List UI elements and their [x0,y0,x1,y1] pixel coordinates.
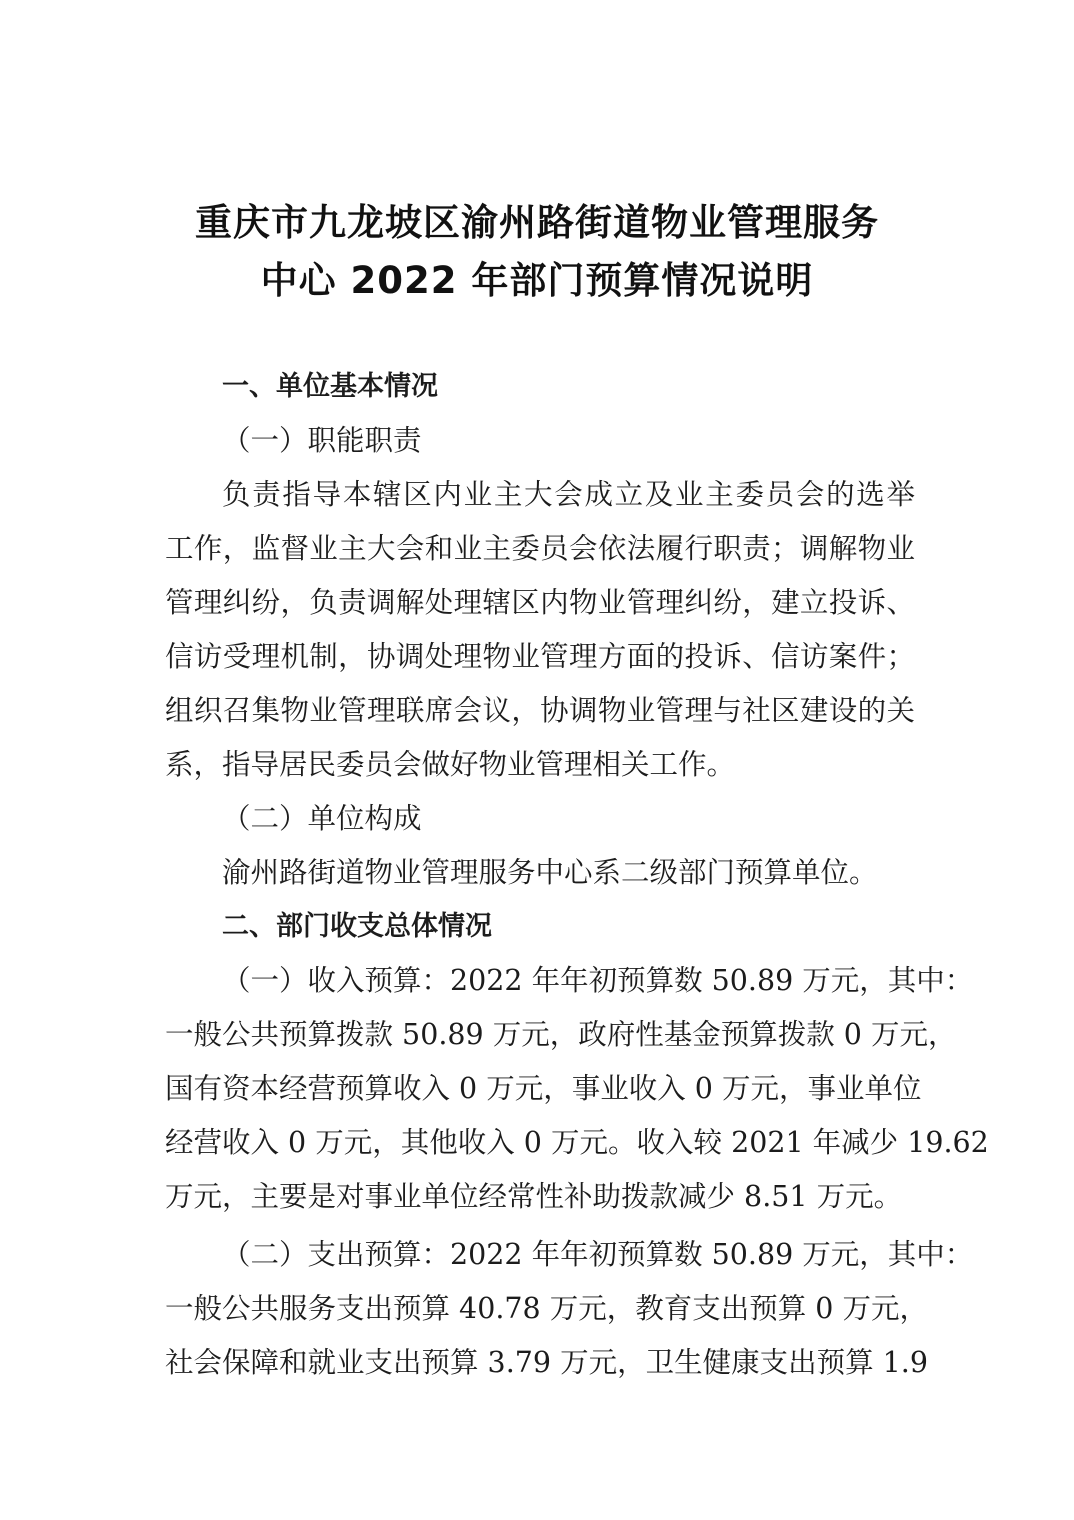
section-heading-2: 二、部门收支总体情况 [222,911,492,942]
paragraph-line: 管理纠纷，负责调解处理辖区内物业管理纠纷，建立投诉、 [165,586,915,619]
paragraph-line: 经营收入 0 万元，其他收入 0 万元。收入较 2021 年减少 19.62 [165,1126,989,1159]
paragraph-line: 工作，监督业主大会和业主委员会依法履行职责；调解物业 [165,532,915,565]
document-title-line-1: 重庆市九龙坡区渝州路街道物业管理服务 [195,201,879,244]
paragraph-line: 社会保障和就业支出预算 3.79 万元，卫生健康支出预算 1.9 [165,1346,928,1379]
paragraph-line: 万元，主要是对事业单位经常性补助拨款减少 8.51 万元。 [165,1180,903,1213]
paragraph-line: 国有资本经营预算收入 0 万元，事业收入 0 万元，事业单位 [165,1072,922,1105]
paragraph-line: 渝州路街道物业管理服务中心系二级部门预算单位。 [222,856,878,889]
paragraph-line: 一般公共服务支出预算 40.78 万元，教育支出预算 0 万元， [165,1292,928,1325]
document-title-line-2: 中心 2022 年部门预算情况说明 [260,259,814,302]
paragraph-line: 一般公共预算拨款 50.89 万元，政府性基金预算拨款 0 万元， [165,1018,957,1051]
subsection-heading-composition: （二）单位构成 [222,802,422,835]
section-heading-1: 一、单位基本情况 [222,371,438,402]
paragraph-line: 组织召集物业管理联席会议，协调物业管理与社区建设的关 [165,694,915,727]
paragraph-line: （二）支出预算：2022 年年初预算数 50.89 万元，其中： [222,1238,974,1271]
paragraph-line: 系，指导居民委员会做好物业管理相关工作。 [165,748,736,781]
paragraph-line: （一）收入预算：2022 年年初预算数 50.89 万元，其中： [222,964,974,997]
subsection-heading-duties: （一）职能职责 [222,424,422,457]
paragraph-line: 信访受理机制，协调处理物业管理方面的投诉、信访案件； [165,640,915,673]
paragraph-line: 负责指导本辖区内业主大会成立及业主委员会的选举 [222,478,915,511]
